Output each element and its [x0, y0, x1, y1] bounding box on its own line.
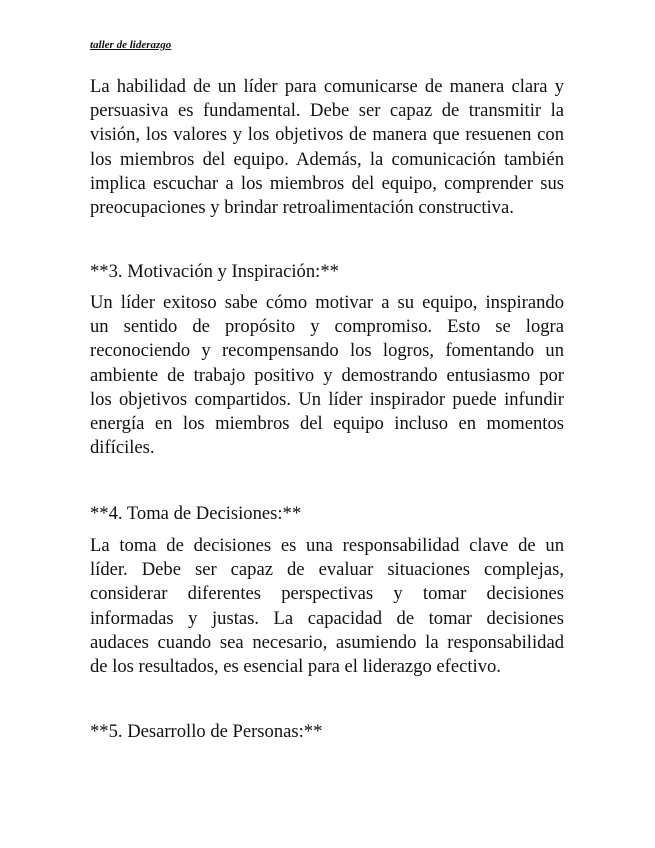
text-line: Un líder exitoso sabe cómo motivar a su equipo, inspirando	[90, 292, 564, 313]
paragraph-decisions	[90, 534, 564, 679]
text-line: los objetivos compartidos. Un líder inspirador puede infundir	[90, 388, 564, 410]
text-line: difíciles.	[90, 437, 155, 459]
text-line: un sentido de propósito y compromiso. Esto se logra	[90, 316, 564, 338]
text-line: de los resultados, es esencial para el liderazgo efectivo.	[90, 655, 501, 677]
text-line: persuasiva es fundamental. Debe ser capaz de transmitir la	[90, 100, 564, 122]
text-line: reconociendo y recompensando los logros, fomentando un	[90, 340, 564, 362]
text-line: energía en los miembros del equipo incluso en momentos	[90, 412, 564, 434]
text-line: informadas y justas. La capacidad de tomar decisiones	[90, 607, 564, 629]
text-line: implica escuchar a los miembros del equipo, comprender sus	[90, 172, 564, 194]
text-line: ambiente de trabajo positivo y demostrando entusiasmo por	[90, 364, 564, 386]
text-line: visión, los valores y los objetivos de manera que resuenen con	[90, 124, 564, 146]
text-line: líder. Debe ser capaz de evaluar situaciones complejas,	[90, 559, 564, 581]
text-line: La toma de decisiones es una responsabilidad clave de un	[90, 535, 564, 556]
text-line: La habilidad de un líder para comunicarse de manera clara y	[90, 76, 564, 97]
text-line: preocupaciones y brindar retroalimentación constructiva.	[90, 196, 514, 218]
paragraph-communication	[90, 75, 564, 220]
paragraph-motivation	[90, 291, 564, 460]
section-heading-5: **5. Desarrollo de Personas:**	[90, 721, 323, 742]
text-line: los miembros del equipo. Además, la comunicación también	[90, 148, 564, 170]
section-heading-4: **4. Toma de Decisiones:**	[90, 503, 302, 524]
text-line: considerar diferentes perspectivas y tomar decisiones	[90, 583, 564, 605]
running-header: taller de liderazgo	[90, 39, 172, 51]
section-heading-3: **3. Motivación y Inspiración:**	[90, 261, 339, 282]
text-line: audaces cuando sea necesario, asumiendo la responsabilidad	[90, 631, 564, 653]
